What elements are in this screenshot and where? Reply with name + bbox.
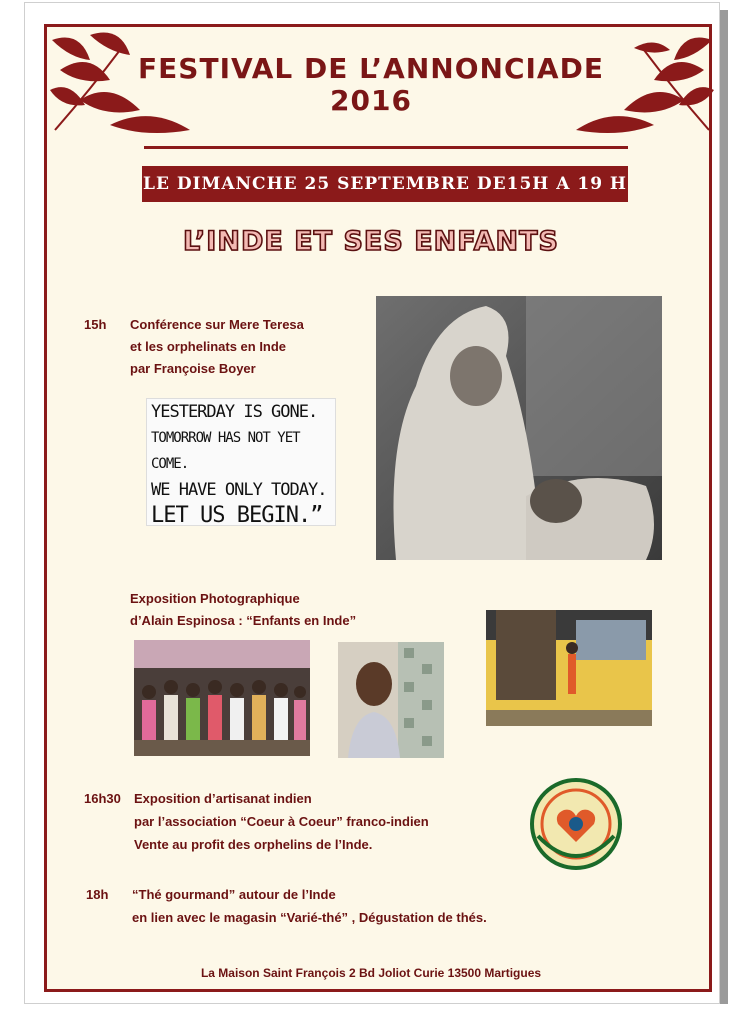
heart-hand-logo-icon	[528, 776, 624, 872]
quote-line-4: LET US BEGIN.”	[151, 503, 323, 528]
girl-portrait-photo	[338, 642, 444, 758]
festival-year: 2016	[330, 84, 412, 117]
event-subtitle: L’INDE ET SES ENFANTS	[183, 226, 559, 257]
quote-line-3: WE HAVE ONLY TODAY.	[151, 480, 327, 500]
quote-card	[146, 398, 336, 526]
exposition-line-2: d’Alain Espinosa : “Enfants en Inde”	[130, 613, 357, 628]
artisanat-line-3: Vente au profit des orphelins de l’Inde.	[134, 837, 373, 852]
time-15h: 15h	[84, 317, 107, 332]
time-18h: 18h	[86, 887, 109, 902]
the-line-1: “Thé gourmand” autour de l’Inde	[132, 887, 336, 902]
time-16h30: 16h30	[84, 791, 121, 806]
the-line-2: en lien avec le magasin “Varié-thé” , Dégustation de thés.	[132, 910, 487, 925]
quote-line-1: YESTERDAY IS GONE.	[151, 402, 318, 422]
quote-line-2: TOMORROW HAS NOT YET COME.	[151, 430, 300, 472]
conference-line-2: et les orphelinats en Inde	[130, 339, 287, 354]
venue-address: La Maison Saint François 2 Bd Joliot Curie 13500 Martigues	[200, 966, 542, 980]
conference-line-3: par Françoise Boyer	[130, 361, 256, 376]
artisanat-line-2: par l’association “Coeur à Coeur” franco-indien	[134, 814, 429, 829]
conference-line-1: Conférence sur Mere Teresa	[130, 317, 304, 332]
children-group-photo	[134, 640, 310, 756]
exposition-line-1: Exposition Photographique	[130, 591, 300, 606]
mother-teresa-photo	[376, 296, 662, 560]
artisanat-line-1: Exposition d’artisanat indien	[134, 791, 312, 806]
date-banner: LE DIMANCHE 25 SEPTEMBRE DE15H A 19 H	[142, 166, 628, 202]
bus-child-photo	[486, 610, 652, 726]
festival-title: FESTIVAL DE L’ANNONCIADE	[138, 52, 604, 85]
title-divider	[144, 146, 628, 149]
